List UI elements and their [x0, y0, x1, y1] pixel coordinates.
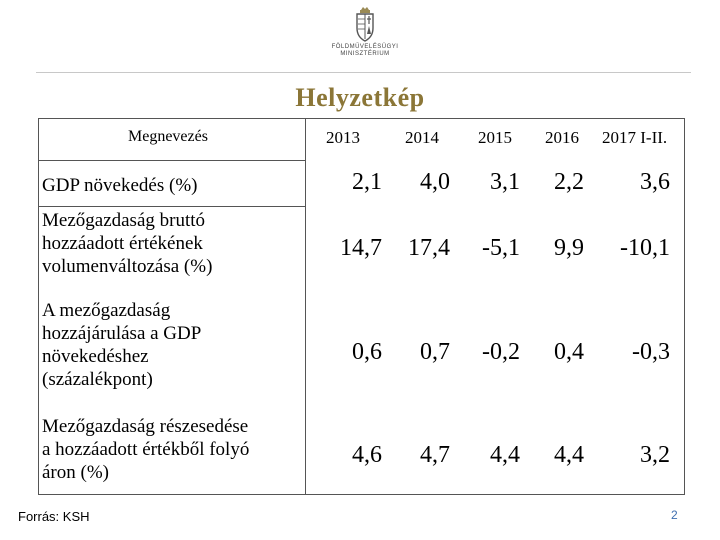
- row-label-gdp: GDP növekedés (%): [42, 175, 198, 196]
- table-cell: 4,4: [490, 442, 520, 468]
- header-2014: 2014: [405, 128, 439, 147]
- header-2015: 2015: [478, 128, 512, 147]
- table-cell: 0,4: [554, 339, 584, 365]
- table-cell: 2,2: [554, 169, 584, 195]
- table-cell: 4,6: [352, 442, 382, 468]
- table-cell: 4,7: [420, 442, 450, 468]
- table-cell: 9,9: [554, 235, 584, 261]
- table-cell: 3,6: [640, 169, 670, 195]
- ministry-logo: [320, 4, 410, 68]
- ministry-name-line1: FÖLDMŰVELÉSÜGYI: [331, 44, 399, 50]
- source-note: Forrás: KSH: [18, 509, 90, 524]
- header-2013: 2013: [326, 128, 360, 147]
- table-cell: 17,4: [408, 235, 450, 261]
- table-cell: 4,4: [554, 442, 584, 468]
- page-title: Helyzetkép: [295, 83, 425, 112]
- ministry-name-line2: MINISZTÉRIUM: [340, 51, 390, 57]
- page-number: 2: [671, 508, 678, 522]
- row-label-gdp-contribution: A mezőgazdaság hozzájárulása a GDP növekedéshez (százalékpont): [42, 300, 202, 390]
- row-divider: [38, 206, 305, 207]
- table-cell: -5,1: [482, 235, 520, 261]
- row-label-value-added-share: Mezőgazdaság részesedése a hozzáadott értékből folyó áron (%): [42, 416, 250, 483]
- header-2017: 2017 I-II.: [602, 128, 668, 147]
- header-row-divider: [38, 160, 305, 161]
- header-2016: 2016: [545, 128, 579, 147]
- table-cell: 14,7: [340, 235, 382, 261]
- header-divider: [36, 72, 691, 73]
- table-cell: -0,2: [482, 339, 520, 365]
- row-label-volume-change: Mezőgazdaság bruttó hozzáadott értékének volumenváltozása (%): [42, 210, 213, 277]
- table-cell: 0,7: [420, 339, 450, 365]
- table-cell: 3,2: [640, 442, 670, 468]
- table-cell: 2,1: [352, 169, 382, 195]
- table-cell: 4,0: [420, 169, 450, 195]
- coat-of-arms-icon: [350, 4, 380, 44]
- table-cell: 0,6: [352, 339, 382, 365]
- table-cell: 3,1: [490, 169, 520, 195]
- table-cell: -10,1: [620, 235, 670, 261]
- header-megnevezes: Megnevezés: [128, 128, 208, 145]
- table-cell: -0,3: [632, 339, 670, 365]
